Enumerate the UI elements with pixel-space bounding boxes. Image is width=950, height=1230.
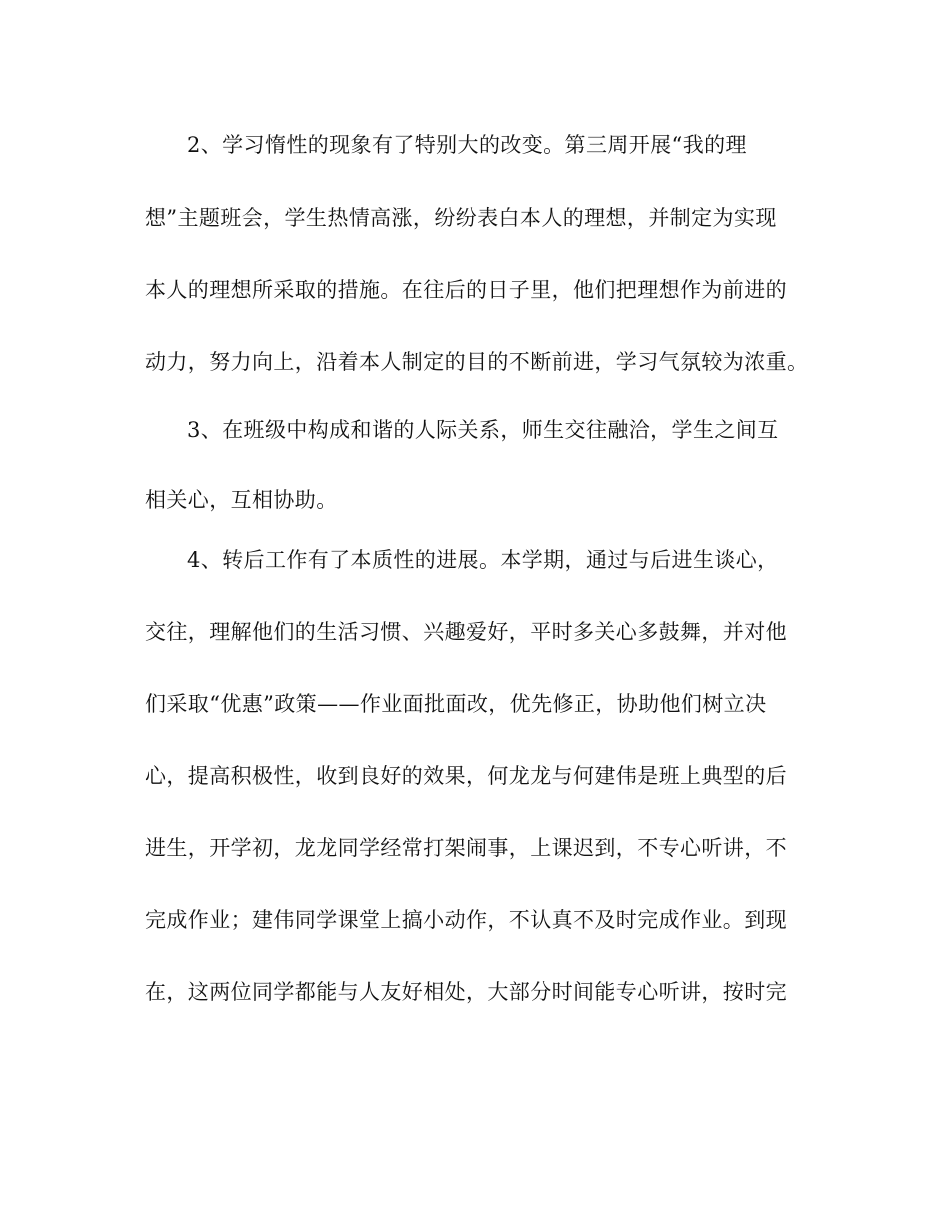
- paragraph-4-line-1: 4、转后工作有了本质性的进展。本学期，通过与后进生谈心，: [187, 548, 779, 572]
- paragraph-4-line-6: 完成作业；建伟同学课堂上搞小动作，不认真不及时完成作业。到现: [145, 908, 787, 932]
- paragraph-2-line-4: 动力，努力向上，沿着本人制定的目的不断前进，学习气氛较为浓重。: [145, 350, 809, 374]
- paragraph-2-line-1: 2、学习惰性的现象有了特别大的改变。第三周开展“我的理: [187, 133, 747, 157]
- paragraph-3-line-2: 相关心，互相协助。: [145, 488, 338, 512]
- paragraph-4-line-2: 交往，理解他们的生活习惯、兴趣爱好，平时多关心多鼓舞，并对他: [145, 620, 787, 644]
- paragraph-4-line-7: 在，这两位同学都能与人友好相处，大部分时间能专心听讲，按时完: [145, 980, 787, 1004]
- paragraph-2-line-3: 本人的理想所采取的措施。在往后的日子里，他们把理想作为前进的: [145, 278, 787, 302]
- paragraph-4-line-4: 心，提高积极性，收到良好的效果，何龙龙与何建伟是班上典型的后: [145, 764, 787, 788]
- paragraph-4-line-3: 们采取“优惠”政策——作业面批面改，优先修正，协助他们树立决: [145, 692, 767, 716]
- paragraph-2-line-2: 想”主题班会，学生热情高涨，纷纷表白本人的理想，并制定为实现: [145, 206, 777, 230]
- paragraph-4-line-5: 进生，开学初，龙龙同学经常打架闹事，上课迟到，不专心听讲，不: [145, 836, 787, 860]
- paragraph-3-line-1: 3、在班级中构成和谐的人际关系，师生交往融洽，学生之间互: [187, 418, 779, 442]
